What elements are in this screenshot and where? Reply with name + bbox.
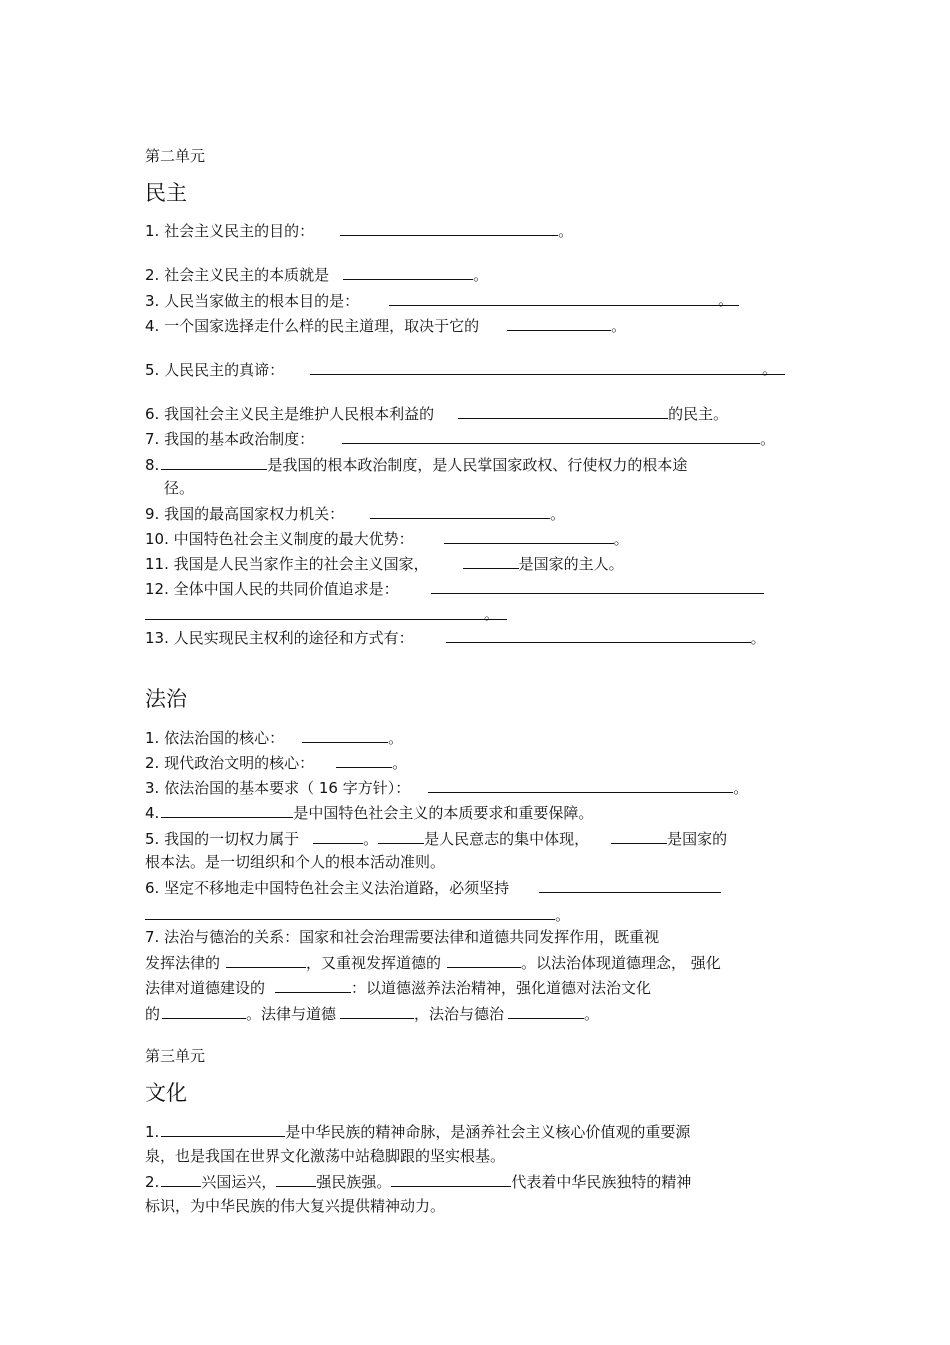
list-item: 11. 我国是人民当家作主的社会主义国家， 是国家的主人。 xyxy=(145,555,624,573)
answer-blank[interactable] xyxy=(611,828,667,844)
unit-heading: 第二单元 xyxy=(145,147,206,165)
answer-blank[interactable] xyxy=(161,454,267,470)
list-item: 5. 人民民主的真谛： 。 xyxy=(145,359,785,380)
answer-blank[interactable] xyxy=(428,777,733,793)
section-title-culture: 文化 xyxy=(145,1081,187,1105)
unit-heading: 第三单元 xyxy=(145,1047,206,1065)
list-item: 1. 是中华民族的精神命脉，是涵养社会主义核心价值观的重要源 xyxy=(145,1123,691,1141)
list-item: 6. 坚定不移地走中国特色社会主义法治道路，必须坚持 xyxy=(145,877,721,898)
answer-blank[interactable] xyxy=(444,528,614,544)
answer-blank[interactable] xyxy=(539,877,721,893)
list-item: 12. 全体中国人民的共同价值追求是： xyxy=(145,578,764,599)
answer-blank[interactable] xyxy=(447,952,521,968)
list-item-continuation: 径。 xyxy=(164,479,195,497)
list-item: 6. 我国社会主义民主是维护人民根本利益的 的民主。 xyxy=(145,405,729,423)
list-item: 13. 人民实现民主权利的途径和方式有： 。 xyxy=(145,629,766,647)
list-item: 2. 兴国运兴， 强民族强。 代表着中华民族独特的精神 xyxy=(145,1173,692,1191)
list-item-continuation: 法律对道德建设的 ：以道德滋养法治精神，强化道德对法治文化 xyxy=(145,979,652,997)
answer-blank[interactable] xyxy=(226,952,306,968)
section-title-democracy: 民主 xyxy=(145,181,187,205)
answer-blank[interactable] xyxy=(336,752,392,768)
list-item-continuation: 根本法。是一切组织和个人的根本活动准则。 xyxy=(145,853,446,871)
answer-blank[interactable] xyxy=(463,553,519,569)
answer-blank[interactable] xyxy=(313,828,363,844)
list-item: 5. 我国的一切权力属于 。 是人民意志的集中体现， 是国家的 xyxy=(145,830,728,848)
list-item-continuation: 标识，为中华民族的伟大复兴提供精神动力。 xyxy=(145,1197,446,1215)
answer-blank[interactable] xyxy=(161,1121,285,1137)
answer-blank[interactable] xyxy=(508,1003,584,1019)
answer-blank[interactable] xyxy=(446,627,751,643)
answer-blank[interactable]: 。 xyxy=(389,290,739,306)
answer-blank[interactable] xyxy=(378,828,424,844)
answer-blank[interactable] xyxy=(302,727,388,743)
list-item-continuation: 。 xyxy=(145,904,570,925)
answer-blank[interactable] xyxy=(161,1171,201,1187)
list-item: 4. 是中国特色社会主义的本质要求和重要保障。 xyxy=(145,804,594,822)
answer-blank[interactable] xyxy=(370,503,550,519)
list-item: 7. 我国的基本政治制度： 。 xyxy=(145,430,776,448)
answer-blank[interactable]: 。 xyxy=(145,604,507,620)
list-item: 3. 依法治国的基本要求（ 16 字方针）： 。 xyxy=(145,779,749,797)
answer-blank[interactable] xyxy=(340,220,558,236)
answer-blank[interactable] xyxy=(343,264,473,280)
list-item: 9. 我国的最高国家权力机关： 。 xyxy=(145,505,566,523)
list-item: 2. 社会主义民主的本质就是 。 xyxy=(145,266,489,284)
answer-blank[interactable]: 。 xyxy=(310,359,785,375)
answer-blank[interactable] xyxy=(431,578,764,594)
answer-blank[interactable] xyxy=(458,403,668,419)
list-item: 8. 是我国的根本政治制度，是人民掌国家政权、行使权力的根本途 xyxy=(145,456,688,474)
answer-blank[interactable] xyxy=(275,977,351,993)
list-item: 4. 一个国家选择走什么样的民主道理，取决于它的 。 xyxy=(145,317,627,335)
list-item: 10. 中国特色社会主义制度的最大优势： 。 xyxy=(145,530,629,548)
answer-blank[interactable] xyxy=(340,1003,414,1019)
answer-blank[interactable] xyxy=(507,315,611,331)
answer-blank[interactable] xyxy=(145,904,555,920)
list-item: 2. 现代政治文明的核心： 。 xyxy=(145,754,408,772)
list-item: 7. 法治与德治的关系：国家和社会治理需要法律和道德共同发挥作用，既重视 xyxy=(145,928,660,946)
list-item-continuation: 的 。法律与道德 ，法治与德治 。 xyxy=(145,1005,600,1023)
list-item: 3. 人民当家做主的根本目的是： 。 xyxy=(145,290,739,311)
list-item-continuation: 泉，也是我国在世界文化激荡中站稳脚跟的坚实根基。 xyxy=(145,1147,506,1165)
section-title-rule-of-law: 法治 xyxy=(145,687,187,711)
answer-blank[interactable] xyxy=(391,1171,511,1187)
list-item-continuation: 发挥法律的 ，又重视发挥道德的 。以法治体现道德理念， 强化 xyxy=(145,954,721,972)
answer-blank[interactable] xyxy=(161,802,293,818)
answer-blank[interactable] xyxy=(162,1003,246,1019)
list-item-continuation xyxy=(145,604,507,625)
answer-blank[interactable] xyxy=(276,1171,316,1187)
list-item: 1. 社会主义民主的目的： 。 xyxy=(145,222,574,240)
list-item: 1. 依法治国的核心： 。 xyxy=(145,729,404,747)
answer-blank[interactable] xyxy=(342,428,760,444)
